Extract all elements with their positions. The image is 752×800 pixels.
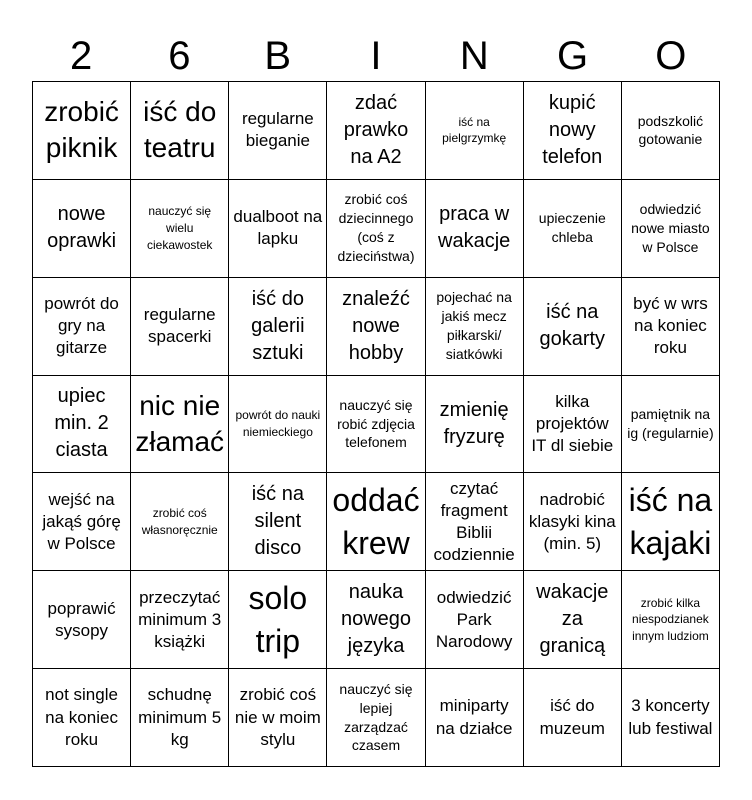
bingo-cell-text: powrót do gry na gitarze xyxy=(44,293,119,358)
bingo-cell[interactable] xyxy=(622,571,720,669)
bingo-cell[interactable] xyxy=(327,571,425,669)
bingo-cell-text: podszkolić gotowanie xyxy=(637,112,704,148)
bingo-cell-text: upiec min. 2 ciasta xyxy=(54,385,109,462)
bingo-cell-text: zrobić coś własnoręcznie xyxy=(141,506,218,537)
header-letter: 2 xyxy=(70,34,93,78)
bingo-cell-text: iść na pielgrzymkę xyxy=(442,114,507,146)
header-letter: N xyxy=(459,34,489,78)
header-letter: G xyxy=(557,34,589,78)
bingo-cell-text: zrobić kilka niespodzianek innym ludziom xyxy=(632,595,709,644)
bingo-cell[interactable] xyxy=(33,376,131,474)
bingo-cell[interactable] xyxy=(33,669,131,767)
bingo-cell[interactable] xyxy=(33,473,131,571)
bingo-cell-text: zrobić piknik xyxy=(44,96,119,164)
bingo-cell[interactable] xyxy=(622,180,720,278)
bingo-cell[interactable] xyxy=(426,278,524,376)
bingo-cell[interactable] xyxy=(524,180,622,278)
bingo-cell[interactable] xyxy=(622,376,720,474)
bingo-cell[interactable] xyxy=(622,278,720,376)
bingo-cell[interactable] xyxy=(229,82,327,180)
bingo-cell-text: miniparty na działce xyxy=(435,696,513,738)
bingo-cell[interactable] xyxy=(131,376,229,474)
bingo-cell-text: odwiedzić nowe miasto w Polsce xyxy=(631,200,710,255)
bingo-cell-text: solo trip xyxy=(248,579,308,659)
bingo-cell-text: wejść na jakąś górę w Polsce xyxy=(42,489,121,553)
bingo-cell-text: iść do muzeum xyxy=(539,696,605,738)
bingo-cell-text: nadrobić klasyki kina (min. 5) xyxy=(528,489,616,553)
bingo-cell-text: powrót do nauki niemieckiego xyxy=(235,408,321,439)
bingo-cell[interactable] xyxy=(131,82,229,180)
bingo-cell[interactable] xyxy=(426,571,524,669)
bingo-cell-text: pojechać na jakiś mecz piłkarski/ siatkówki xyxy=(436,289,512,363)
bingo-cell[interactable] xyxy=(327,473,425,571)
bingo-cell[interactable] xyxy=(327,376,425,474)
bingo-cell[interactable] xyxy=(327,278,425,376)
bingo-cell[interactable] xyxy=(327,669,425,767)
bingo-cell[interactable] xyxy=(622,473,720,571)
bingo-cell-text: kilka projektów IT dl siebie xyxy=(531,391,614,456)
bingo-cell-text: zdać prawko na A2 xyxy=(343,91,409,168)
bingo-cell-text: zrobić coś nie w moim stylu xyxy=(234,685,321,749)
bingo-cell-text: iść na gokarty xyxy=(539,301,606,351)
bingo-cell-text: znaleźć nowe hobby xyxy=(342,287,410,364)
bingo-header xyxy=(32,30,720,82)
bingo-cell[interactable] xyxy=(229,571,327,669)
bingo-cell-text: czytać fragment Biblii codziennie xyxy=(433,478,515,564)
bingo-cell[interactable] xyxy=(426,669,524,767)
bingo-cell[interactable] xyxy=(622,669,720,767)
bingo-cell[interactable] xyxy=(229,473,327,571)
bingo-cell[interactable] xyxy=(131,473,229,571)
bingo-cell-text: 3 koncerty lub festiwal xyxy=(628,696,713,738)
bingo-cell[interactable] xyxy=(229,669,327,767)
bingo-cell[interactable] xyxy=(229,376,327,474)
bingo-cell[interactable] xyxy=(131,180,229,278)
bingo-cell[interactable] xyxy=(131,669,229,767)
header-letter: 6 xyxy=(168,34,191,78)
bingo-cell[interactable] xyxy=(327,82,425,180)
bingo-cell-text: nic nie złamać xyxy=(135,389,225,457)
header-letter: I xyxy=(370,34,382,78)
bingo-cell-text: schudnę minimum 5 kg xyxy=(138,685,222,749)
bingo-cell[interactable] xyxy=(524,82,622,180)
bingo-cell[interactable] xyxy=(622,82,720,180)
bingo-cell-text: iść na kajaki xyxy=(628,481,713,561)
bingo-cell[interactable] xyxy=(426,180,524,278)
bingo-cell-text: wakacje za granicą xyxy=(536,581,609,658)
bingo-cell-text: nauczyć się robić zdjęcia telefonem xyxy=(337,396,415,451)
bingo-cell-text: przeczytać minimum 3 książki xyxy=(138,587,222,651)
bingo-cell[interactable] xyxy=(524,278,622,376)
bingo-cell[interactable] xyxy=(524,376,622,474)
bingo-cell[interactable] xyxy=(524,571,622,669)
bingo-cell[interactable] xyxy=(524,669,622,767)
bingo-cell-text: upieczenie chleba xyxy=(538,210,606,246)
bingo-cell-text: dualboot na lapku xyxy=(233,207,323,249)
bingo-cell-text: odwiedzić Park Narodowy xyxy=(435,587,513,651)
header-letter: B xyxy=(264,34,292,78)
bingo-cell-text: nauczyć się wielu ciekawostek xyxy=(147,204,213,252)
bingo-cell-text: nauczyć się lepiej zarządzać czasem xyxy=(339,680,413,754)
bingo-cell[interactable] xyxy=(33,278,131,376)
bingo-cell-text: kupić nowy telefon xyxy=(542,91,603,168)
bingo-cell-text: poprawić sysopy xyxy=(47,598,116,640)
bingo-cell-text: regularne spacerki xyxy=(143,305,216,347)
bingo-cell-text: iść na silent disco xyxy=(251,483,304,560)
bingo-cell[interactable] xyxy=(131,278,229,376)
bingo-cell[interactable] xyxy=(426,82,524,180)
bingo-cell-text: nowe oprawki xyxy=(47,203,117,253)
bingo-cell-text: nauka nowego języka xyxy=(340,581,412,658)
bingo-cell-text: not single na koniec roku xyxy=(45,685,118,749)
bingo-cell[interactable] xyxy=(426,473,524,571)
bingo-cell-text: oddać krew xyxy=(332,481,420,561)
bingo-cell[interactable] xyxy=(33,82,131,180)
bingo-cell-text: pamiętnik na ig (regularnie) xyxy=(627,406,714,441)
bingo-cell[interactable] xyxy=(327,180,425,278)
bingo-cell[interactable] xyxy=(524,473,622,571)
bingo-cell[interactable] xyxy=(33,571,131,669)
bingo-cell-text: zmienię fryzurę xyxy=(439,398,509,448)
bingo-cell-text: regularne bieganie xyxy=(241,109,314,151)
bingo-cell-text: zrobić coś dziecinnego (coś z dzieciństwa) xyxy=(337,191,415,265)
header-letter: O xyxy=(655,34,687,78)
bingo-cell-text: iść do galerii sztuki xyxy=(251,287,305,364)
bingo-cell[interactable] xyxy=(131,571,229,669)
bingo-cell[interactable] xyxy=(229,180,327,278)
bingo-board xyxy=(32,81,720,767)
bingo-cell-text: iść do teatru xyxy=(143,96,217,164)
bingo-cell[interactable] xyxy=(229,278,327,376)
bingo-cell[interactable] xyxy=(426,376,524,474)
bingo-cell-text: być w wrs na koniec roku xyxy=(633,293,708,358)
bingo-cell[interactable] xyxy=(33,180,131,278)
bingo-cell-text: praca w wakacje xyxy=(438,203,511,253)
